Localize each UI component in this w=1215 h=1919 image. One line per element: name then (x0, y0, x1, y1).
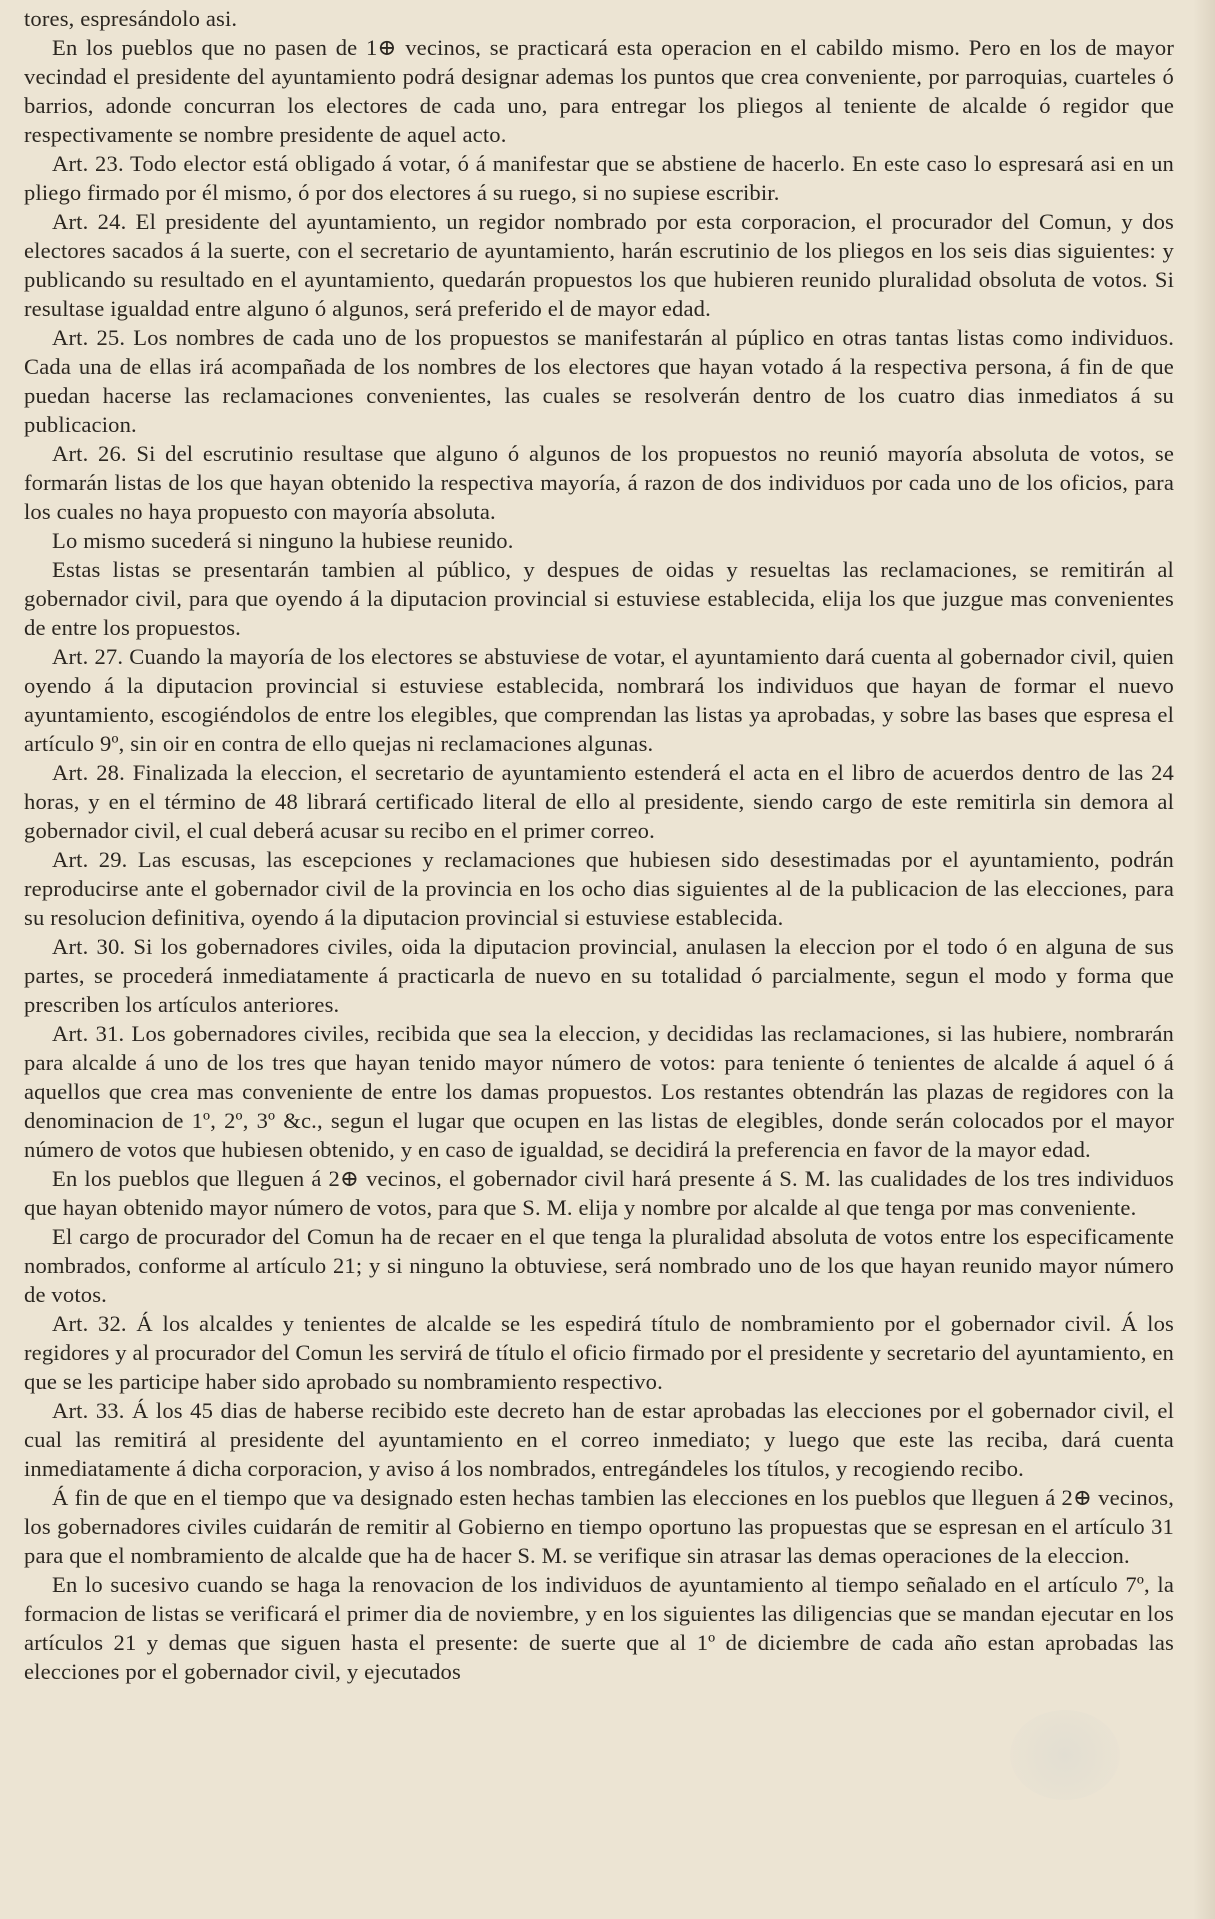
article-33: Art. 33. Á los 45 dias de haberse recibido este decreto han de estar aprobadas las elecciones por el gobernador civil, el cual las remitirá al presidente del ayuntamiento en el correo inmediato; y luego que este las reciba, dará cuenta inmediatamente á dicha corporacion, y aviso á los nombrados, entregándeles los títulos, y recogiendo recibo. (24, 1398, 1174, 1481)
article-24: Art. 24. El presidente del ayuntamiento, un regidor nombrado por esta corporacion, el procurador del Comun, y dos electores sacados á la suerte, con el secretario de ayuntamiento, harán escrutinio de los pliegos en los seis dias siguientes: y publicando su resultado en el ayuntamiento, quedarán propuestos los que hubieren reunido pluralidad obsoluta de votos. Si resultase igualdad entre alguno ó algunos, será preferido el de mayor edad. (24, 209, 1174, 321)
article-26: Art. 26. Si del escrutinio resultase que alguno ó algunos de los propuestos no reunió mayoría absoluta de votos, se formarán listas de los que hayan obtenido la respectiva mayoría, á razon de dos individuos por cada uno de los oficios, para los cuales no haya propuesto con mayoría absoluta. (24, 441, 1174, 524)
article-29: Art. 29. Las escusas, las escepciones y reclamaciones que hubiesen sido desestimadas por el ayuntamiento, podrán reproducirse ante el gobernador civil de la provincia en los ocho dias siguientes al de la publicacion de las elecciones, para su resolucion definitiva, oyendo á la diputacion provincial si estuviese establecida. (24, 847, 1174, 930)
paragraph: En los pueblos que no pasen de 1⊕ vecinos, se practicará esta operacion en el cabildo mismo. Pero en los de mayor vecindad el presidente del ayuntamiento podrá designar ademas los puntos que crea conveniente, por parroquias, cuarteles ó barrios, adonde concurran los electores de cada uno, para entregar los pliegos al teniente de alcalde ó regidor que respectivamente se nombre presidente de aquel acto. (24, 35, 1174, 147)
article-31: Art. 31. Los gobernadores civiles, recibida que sea la eleccion, y decididas las reclamaciones, si las hubiere, nombrarán para alcalde á uno de los tres que hayan tenido mayor número de votos: para teniente ó tenientes de alcalde á aquel ó á aquellos que crea mas conveniente de entre los damas propuestos. Los restantes obtendrán las plazas de regidores con la denominacion de 1º, 2º, 3º &c., segun el lugar que ocupen en las listas de elegibles, donde serán colocados por el mayor número de votos que hubiesen obtenido, y en caso de igualdad, se decidirá la preferencia en favor de la mayor edad. (24, 1021, 1174, 1162)
article-32: Art. 32. Á los alcaldes y tenientes de alcalde se les espedirá título de nombramiento por el gobernador civil. Á los regidores y al procurador del Comun les servirá de título el oficio firmado por el presidente y secretario del ayuntamiento, en que se les participe haber sido aprobado su nombramiento respectivo. (24, 1311, 1174, 1394)
paragraph: En lo sucesivo cuando se haga la renovacion de los individuos de ayuntamiento al tiempo señalado en el artículo 7º, la formacion de listas se verificará el primer dia de noviembre, y en los siguientes las diligencias que se mandan ejecutar en los artículos 21 y demas que siguen hasta el presente: de suerte que al 1º de diciembre de cada año estan aprobadas las elecciones por el gobernador civil, y ejecutados (24, 1572, 1174, 1684)
paragraph: Lo mismo sucederá si ninguno la hubiese reunido. (52, 528, 514, 553)
article-27: Art. 27. Cuando la mayoría de los electores se abstuviese de votar, el ayuntamiento dará cuenta al gobernador civil, quien oyendo á la diputacion provincial si estuviese establecida, nombrará los individuos que hayan de formar el nuevo ayuntamiento, escogiéndolos de entre los elegibles, que comprendan las listas ya aprobadas, y sobre las bases que espresa el artículo 9º, sin oir en contra de ello quejas ni reclamaciones algunas. (24, 644, 1174, 756)
paragraph: Estas listas se presentarán tambien al público, y despues de oidas y resueltas las reclamaciones, se remitirán al gobernador civil, para que oyendo á la diputacion provincial si estuviese establecida, elija los que juzgue mas convenientes de entre los propuestos. (24, 557, 1174, 640)
article-28: Art. 28. Finalizada la eleccion, el secretario de ayuntamiento estenderá el acta en el libro de acuerdos dentro de las 24 horas, y en el término de 48 librará certificado literal de ello al presidente, siendo cargo de este remitirla sin demora al gobernador civil, el cual deberá acusar su recibo en el primer correo. (24, 760, 1174, 843)
paragraph: En los pueblos que lleguen á 2⊕ vecinos, el gobernador civil hará presente á S. M. las cualidades de los tres individuos que hayan obtenido mayor número de votos, para que S. M. elija y nombre por alcalde al que tenga por mas conveniente. (24, 1166, 1174, 1220)
paragraph: El cargo de procurador del Comun ha de recaer en el que tenga la pluralidad absoluta de votos entre los especificamente nombrados, conforme al artículo 21; y si ninguno la obtuviese, será nombrado uno de los que hayan reunido mayor número de votos. (24, 1224, 1174, 1307)
document-body (24, 4, 1174, 1686)
article-30: Art. 30. Si los gobernadores civiles, oida la diputacion provincial, anulasen la eleccion por el todo ó en alguna de sus partes, se procederá inmediatamente á practicarla de nuevo en su totalidad ó parcialmente, segun el modo y forma que prescriben los artículos anteriores. (24, 934, 1174, 1017)
paragraph: tores, espresándolo asi. (24, 6, 238, 31)
library-stamp-watermark (1010, 1710, 1120, 1800)
article-23: Art. 23. Todo elector está obligado á votar, ó á manifestar que se abstiene de hacerlo. En este caso lo espresará asi en un pliego firmado por él mismo, ó por dos electores á su ruego, si no supiese escribir. (24, 151, 1174, 205)
paragraph: Á fin de que en el tiempo que va designado esten hechas tambien las elecciones en los pueblos que lleguen á 2⊕ vecinos, los gobernadores civiles cuidarán de remitir al Gobierno en tiempo oportuno las propuestas que se espresan en el artículo 31 para que el nombramiento de alcalde que ha de hacer S. M. se verifique sin atrasar las demas operaciones de la eleccion. (24, 1485, 1174, 1568)
article-25: Art. 25. Los nombres de cada uno de los propuestos se manifestarán al púplico en otras tantas listas como individuos. Cada una de ellas irá acompañada de los nombres de los electores que hayan votado á la respectiva persona, á fin de que puedan hacerse las reclamaciones convenientes, las cuales se resolverán dentro de los cuatro dias inmediatos á su publicacion. (24, 325, 1174, 437)
